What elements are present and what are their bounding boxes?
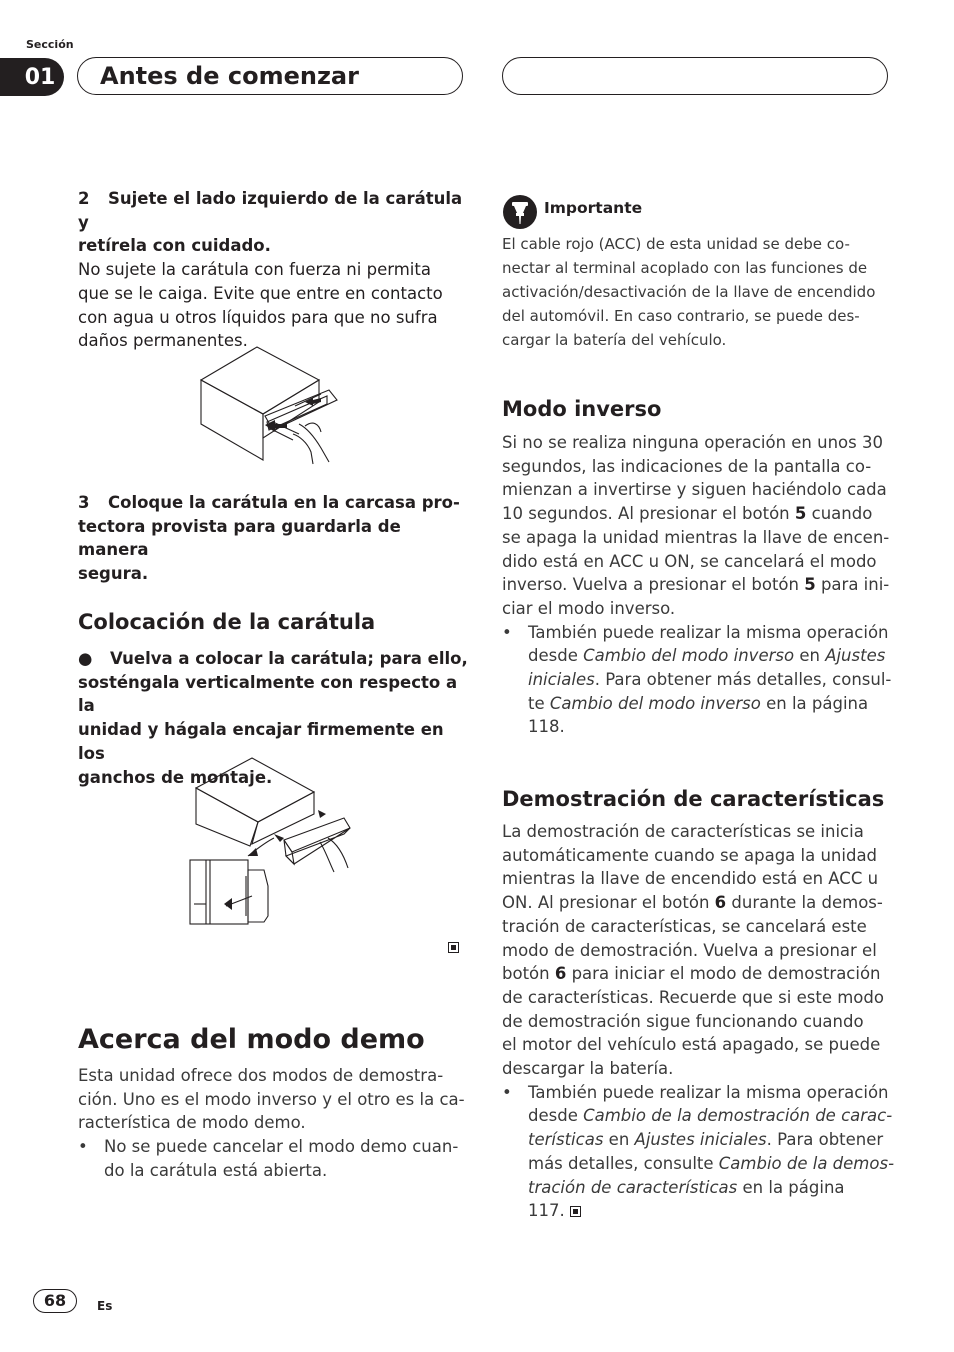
demo-bullet-line bbox=[528, 1199, 898, 1223]
demo-bullet-line bbox=[528, 1152, 898, 1176]
text-run: durante la demos- bbox=[726, 893, 883, 913]
modo-bullet-line: 118. bbox=[528, 717, 565, 737]
colocacion-heading: Colocación de la carátula bbox=[78, 610, 376, 634]
important-label: Importante bbox=[544, 199, 643, 217]
modo-inverso-heading: Modo inverso bbox=[502, 397, 662, 421]
demo-line: modo de demostración. Vuelva a presionar el bbox=[502, 940, 877, 960]
text-run: en bbox=[794, 646, 826, 666]
important-body-line: del automóvil. En caso contrario, se puede des- bbox=[502, 307, 860, 325]
text-run: cuando bbox=[806, 504, 873, 524]
demo-line: el motor del vehículo está apagado, se puede bbox=[502, 1035, 881, 1055]
step-2-body-line: No sujete la carátula con fuerza ni permita bbox=[78, 260, 431, 280]
modo-inverso-body bbox=[502, 431, 898, 739]
acerca-bullet-mark: • bbox=[78, 1137, 88, 1157]
acerca-body-line: ción. Uno es el modo inverso y el otro es la ca- bbox=[78, 1089, 465, 1109]
important-body bbox=[502, 232, 898, 352]
text-run: botón bbox=[502, 964, 555, 984]
demo-bullet bbox=[502, 1081, 898, 1223]
acerca-bullet-line-1: No se puede cancelar el modo demo cuan- bbox=[104, 1137, 459, 1157]
text-run: inverso. Vuelva a presionar el botón bbox=[502, 575, 805, 595]
modo-bullet-line bbox=[528, 692, 898, 716]
menu-ref: tración de características bbox=[528, 1177, 738, 1197]
text-run: 117. bbox=[528, 1201, 565, 1221]
step-2-body-line: daños permanentes. bbox=[78, 331, 248, 351]
modo-bullet-line bbox=[528, 644, 898, 668]
menu-ref: Cambio del modo inverso bbox=[549, 693, 761, 713]
step-2 bbox=[78, 187, 468, 353]
text-run: en la página bbox=[760, 693, 869, 713]
section-end-marker-icon bbox=[448, 942, 459, 953]
acerca-body bbox=[78, 1064, 468, 1183]
text-run: 10 segundos. Al presionar el botón bbox=[502, 504, 795, 524]
demo-bullet-line: También puede realizar la misma operación bbox=[528, 1082, 889, 1102]
demo-bullet-mark: • bbox=[502, 1082, 512, 1102]
text-run: . Para obtener bbox=[766, 1130, 884, 1150]
acerca-bullet bbox=[78, 1135, 468, 1182]
important-body-line: cargar la batería del vehículo. bbox=[502, 331, 727, 349]
text-run: para ini- bbox=[815, 575, 890, 595]
button-5-ref: 5 bbox=[794, 504, 807, 524]
important-icon bbox=[502, 194, 538, 230]
text-run: desde bbox=[528, 1106, 584, 1126]
modo-bullet-line: También puede realizar la misma operación bbox=[528, 622, 889, 642]
important-body-line: activación/desactivación de la llave de encendido bbox=[502, 283, 876, 301]
acerca-bullet-line-2: do la carátula está abierta. bbox=[104, 1160, 328, 1180]
demo-line: de demostración sigue funcionando cuando bbox=[502, 1011, 864, 1031]
demo-bullet-line bbox=[528, 1128, 898, 1152]
button-6-ref: 6 bbox=[714, 893, 727, 913]
attach-faceplate-illustration bbox=[188, 756, 356, 928]
menu-ref: Cambio de la demostración de carac- bbox=[583, 1106, 893, 1126]
step-3 bbox=[78, 491, 468, 586]
demo-body bbox=[502, 820, 898, 1223]
text-run: en la página bbox=[737, 1177, 845, 1197]
demo-heading: Demostración de características bbox=[502, 787, 885, 811]
modo-bullet bbox=[502, 621, 898, 740]
demo-line: automáticamente cuando se apaga la unidad bbox=[502, 845, 878, 865]
demo-line: de características. Recuerde que si este modo bbox=[502, 987, 884, 1007]
modo-line: segundos, las indicaciones de la pantalla co- bbox=[502, 456, 872, 476]
button-6-ref: 6 bbox=[554, 964, 567, 984]
important-body-line: El cable rojo (ACC) de esta unidad se debe co- bbox=[502, 235, 850, 253]
section-number-badge: 01 bbox=[0, 58, 64, 96]
modo-line: se apaga la unidad mientras la llave de encen- bbox=[502, 527, 890, 547]
step-3-heading-line-2: tectora provista para guardarla de manera bbox=[78, 516, 401, 560]
modo-line-4 bbox=[502, 502, 898, 526]
text-run: te bbox=[528, 693, 550, 713]
menu-ref: Cambio del modo inverso bbox=[583, 646, 795, 666]
menu-ref: Cambio de la demos- bbox=[718, 1153, 895, 1173]
demo-line-4 bbox=[502, 891, 898, 915]
step-3-number: 3 bbox=[78, 493, 90, 512]
chapter-title-empty-pill bbox=[502, 57, 888, 95]
text-run: para iniciar el modo de demostración bbox=[566, 964, 881, 984]
chapter-title: Antes de comenzar bbox=[77, 57, 463, 95]
modo-line: ciar el modo inverso. bbox=[502, 598, 676, 618]
colocacion-line-4: ganchos de montaje. bbox=[78, 767, 273, 787]
page-number: 68 bbox=[33, 1289, 77, 1313]
text-run: en bbox=[603, 1130, 635, 1150]
modo-bullet-mark: • bbox=[502, 622, 512, 642]
text-run: . Para obtener más detalles, consul- bbox=[594, 670, 892, 690]
colocacion-line-2: sosténgala verticalmente con respecto a la bbox=[78, 672, 458, 716]
step-2-body-line: que se le caiga. Evite que entre en contacto bbox=[78, 283, 443, 303]
language-code: Es bbox=[97, 1299, 113, 1313]
step-2-body-line: con agua u otros líquidos para que no sufra bbox=[78, 307, 438, 327]
section-end-marker-icon bbox=[570, 1206, 581, 1217]
acerca-heading: Acerca del modo demo bbox=[78, 1024, 425, 1055]
colocacion-bullet-mark: ● bbox=[78, 649, 93, 668]
modo-line: Si no se realiza ninguna operación en unos 30 bbox=[502, 433, 883, 452]
modo-line: dido está en ACC u ON, se cancelará el modo bbox=[502, 551, 877, 571]
menu-ref: iniciales bbox=[528, 670, 595, 690]
menu-ref: Ajustes iniciales bbox=[634, 1130, 767, 1150]
acerca-body-line: Esta unidad ofrece dos modos de demostra- bbox=[78, 1066, 444, 1085]
text-run: desde bbox=[528, 646, 584, 666]
menu-ref: Ajustes bbox=[825, 646, 886, 666]
demo-line: tración de características, se cancelará este bbox=[502, 916, 867, 936]
modo-bullet-line bbox=[528, 668, 898, 692]
text-run: ON. Al presionar el botón bbox=[502, 893, 715, 913]
colocacion-line-1: Vuelva a colocar la carátula; para ello, bbox=[110, 649, 468, 668]
step-2-heading-line-1: Sujete el lado izquierdo de la carátula y bbox=[78, 189, 463, 232]
step-3-heading-line-3: segura. bbox=[78, 564, 149, 584]
demo-line-7 bbox=[502, 962, 898, 986]
acerca-body-line: racterística de modo demo. bbox=[78, 1113, 306, 1133]
remove-faceplate-illustration bbox=[195, 342, 345, 467]
demo-bullet-line bbox=[528, 1176, 898, 1200]
demo-bullet-line bbox=[528, 1104, 898, 1128]
colocacion-line-3: unidad y hágala encajar firmemente en los bbox=[78, 720, 444, 763]
button-5-ref: 5 bbox=[804, 575, 816, 595]
demo-line: La demostración de características se inicia bbox=[502, 822, 864, 841]
section-label: Sección bbox=[26, 38, 74, 51]
step-2-number: 2 bbox=[78, 189, 90, 208]
important-body-line: nectar al terminal acoplado con las funciones de bbox=[502, 259, 868, 277]
text-run: más detalles, consulte bbox=[528, 1153, 719, 1173]
demo-line: mientras la llave de encendido está en ACC u bbox=[502, 869, 879, 889]
demo-line: descargar la batería. bbox=[502, 1059, 674, 1079]
menu-ref: terísticas bbox=[528, 1130, 604, 1150]
modo-line: mienzan a invertirse y siguen haciéndolo cada bbox=[502, 480, 887, 500]
step-2-heading-line-2: retírela con cuidado. bbox=[78, 236, 271, 256]
modo-line-7 bbox=[502, 573, 898, 597]
step-3-heading-line-1: Coloque la carátula en la carcasa pro- bbox=[108, 493, 460, 512]
